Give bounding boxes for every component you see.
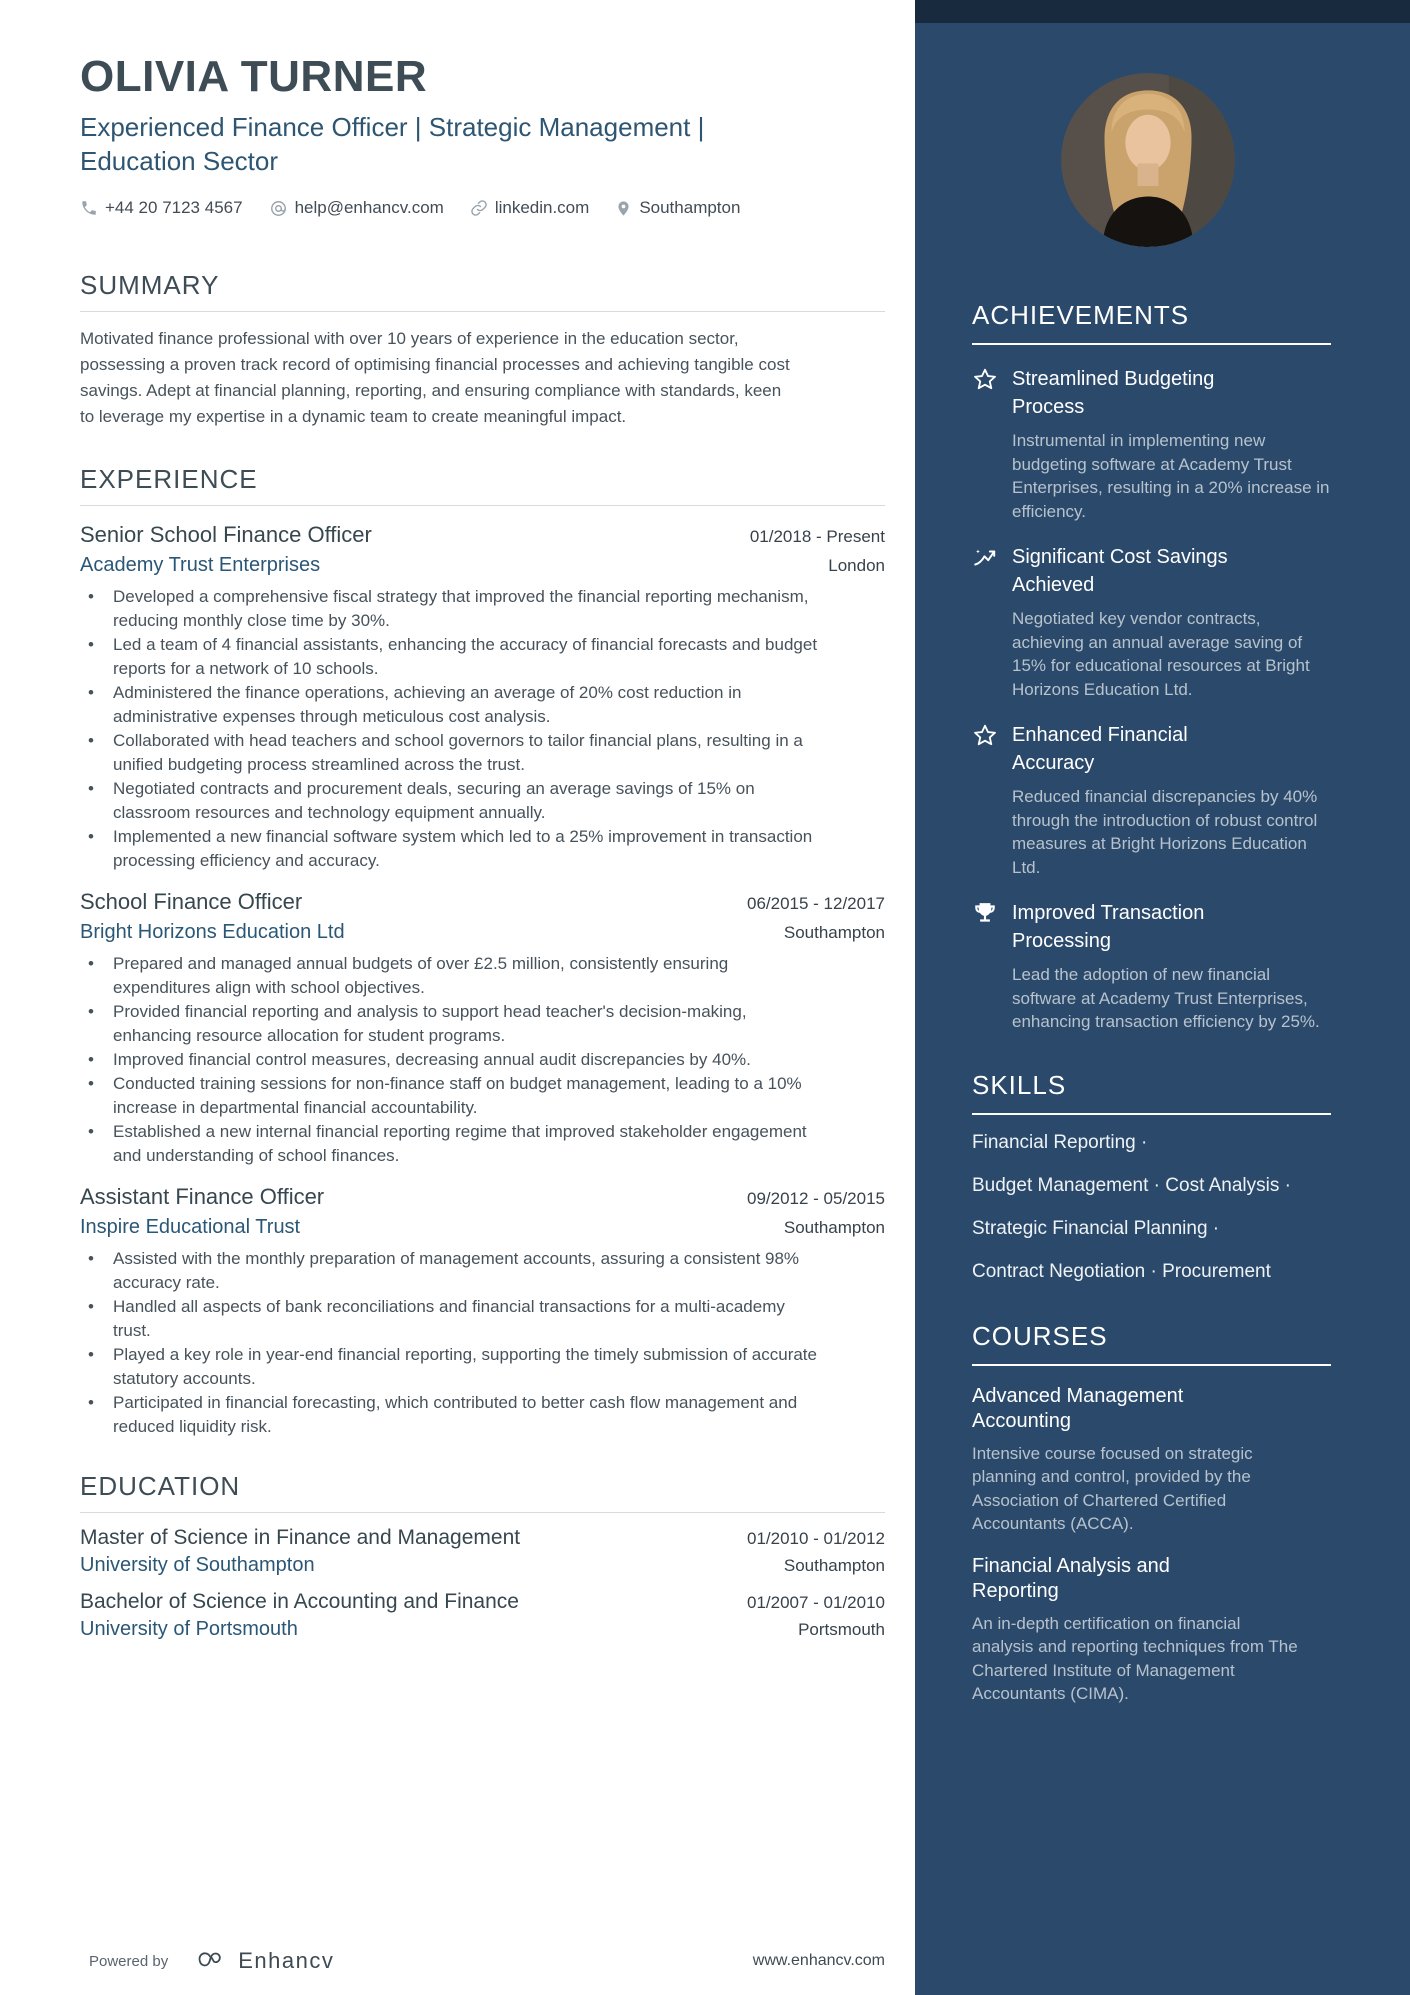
degree-row xyxy=(80,1590,885,1614)
summary-divider xyxy=(80,311,885,312)
job-company: Bright Horizons Education Ltd xyxy=(80,921,345,943)
candidate-name: OLIVIA TURNER xyxy=(80,52,428,101)
degree-row xyxy=(80,1526,885,1550)
job-bullet: • Collaborated with head teachers and school governors to tailor financial plans, resulting in a unified budgeting process streamlined across the trust. xyxy=(80,729,825,777)
school-row xyxy=(80,1614,885,1641)
job-bullet: • Implemented a new financial software system which led to a 25% improvement in transaction processing efficiency and accuracy. xyxy=(80,825,825,873)
job-title: School Finance Officer xyxy=(80,889,303,914)
summary-text: Motivated finance professional with over 10 years of experience in the education sector, possessing a proven track record of optimising financial processes and achieving tangible cost savings. Adept at financial planning, reporting, and ensuring compliance with standards, keen to leverage my expertise in a dynamic team to create meaningful impact. xyxy=(80,329,790,426)
skills-heading: SKILLS xyxy=(972,1069,1067,1100)
achievements-divider xyxy=(972,343,1331,345)
achievement-body xyxy=(1012,721,1331,879)
education-heading: EDUCATION xyxy=(80,1471,241,1501)
job-bullet: • Established a new internal financial reporting regime that improved stakeholder engagement and understanding of school finances. xyxy=(80,1120,825,1168)
job-bullet: • Administered the finance operations, achieving an average of 20% cost reduction in administrative expenses through meticulous cost analysis. xyxy=(80,681,825,729)
course-text: An in-depth certification on financial analysis and reporting techniques from The Chartered Institute of Management Accountants (CIMA). xyxy=(972,1613,1298,1703)
contact-email-value[interactable]: help@enhancv.com xyxy=(294,198,444,217)
summary-heading: SUMMARY xyxy=(80,270,220,300)
contact-link-value[interactable]: linkedin.com xyxy=(494,198,590,217)
experience-entry xyxy=(80,889,885,1168)
job-location: Southampton xyxy=(783,923,885,942)
experience-entry xyxy=(80,1184,885,1439)
achievement-item xyxy=(972,721,1331,879)
achievement-item xyxy=(972,543,1331,701)
job-bullets xyxy=(80,585,825,873)
school-row xyxy=(80,1550,885,1577)
course-text: Intensive course focused on strategic planning and control, provided by the Association of Chartered Certified Accountants (ACCA). xyxy=(972,1443,1253,1533)
education-divider xyxy=(80,1512,885,1513)
skill-line: Contract Negotiation · Procurement xyxy=(972,1260,1271,1282)
job-bullet: • Participated in financial forecasting, which contributed to better cash flow management and reduced liquidity risk. xyxy=(80,1391,825,1439)
main-inner xyxy=(80,52,885,1641)
achievement-text: Reduced financial discrepancies by 40% through the introduction of robust control measures at Bright Horizons Education Ltd. xyxy=(1012,787,1318,877)
job-company-row xyxy=(80,915,885,944)
job-company-row xyxy=(80,548,885,577)
education-entry xyxy=(80,1590,885,1641)
job-bullet: • Improved financial control measures, decreasing annual audit discrepancies by 40%. xyxy=(80,1048,825,1072)
course-item xyxy=(972,1384,1331,1536)
candidate-headline: Experienced Finance Officer | Strategic Management | Education Sector xyxy=(80,112,705,176)
job-dates: 01/2018 - Present xyxy=(749,527,885,546)
contact-row xyxy=(80,198,885,218)
job-dates: 06/2015 - 12/2017 xyxy=(746,894,885,913)
job-bullet: • Played a key role in year-end financial reporting, supporting the timely submission of accurate statutory accounts. xyxy=(80,1343,825,1391)
job-bullet: • Conducted training sessions for non-finance staff on budget management, leading to a 10% increase in departmental financial accountability. xyxy=(80,1072,825,1120)
skills-divider xyxy=(972,1113,1331,1115)
school-location: Southampton xyxy=(783,1556,885,1575)
contact-link[interactable] xyxy=(470,198,590,218)
achievement-item xyxy=(972,899,1331,1034)
phone-icon xyxy=(80,199,98,217)
job-bullets xyxy=(80,1247,825,1439)
enhancv-brand-name[interactable]: Enhancv xyxy=(238,1948,335,1973)
star-icon xyxy=(972,721,1012,879)
achievement-item xyxy=(972,365,1331,523)
location-pin-icon xyxy=(615,200,632,217)
achievement-body xyxy=(1012,899,1331,1034)
enhancv-logo-icon xyxy=(194,1949,228,1973)
job-title-row xyxy=(80,889,885,915)
degree-name: Master of Science in Finance and Management xyxy=(80,1526,521,1549)
job-bullet: • Prepared and managed annual budgets of over £2.5 million, consistently ensuring expenditures align with school objectives. xyxy=(80,952,825,1000)
achievement-title: Significant Cost Savings Achieved xyxy=(1012,546,1228,596)
job-dates: 09/2012 - 05/2015 xyxy=(746,1189,885,1208)
school-name: University of Southampton xyxy=(80,1554,315,1576)
achievement-text: Instrumental in implementing new budgeting software at Academy Trust Enterprises, resulting in a 20% increase in efficiency. xyxy=(1012,431,1330,521)
star-icon xyxy=(972,365,1012,523)
link-icon xyxy=(470,199,488,217)
job-title: Assistant Finance Officer xyxy=(80,1184,325,1209)
achievement-text: Lead the adoption of new financial software at Academy Trust Enterprises, enhancing transaction efficiency by 25%. xyxy=(1012,965,1320,1031)
job-location: London xyxy=(828,556,885,575)
skill-line: Financial Reporting · xyxy=(972,1131,1148,1153)
job-company: Academy Trust Enterprises xyxy=(80,554,321,576)
contact-email[interactable] xyxy=(269,198,444,218)
education-entry xyxy=(80,1526,885,1577)
sidebar xyxy=(915,0,1410,1995)
contact-location-value: Southampton xyxy=(639,198,741,217)
courses-heading: COURSES xyxy=(972,1320,1108,1351)
trophy-icon xyxy=(972,899,1012,1034)
contact-location xyxy=(615,198,740,218)
job-bullet: • Handled all aspects of bank reconciliations and financial transactions for a multi-academy trust. xyxy=(80,1295,825,1343)
job-bullet: • Assisted with the monthly preparation of management accounts, assuring a consistent 98% accuracy rate. xyxy=(80,1247,825,1295)
courses-divider xyxy=(972,1364,1331,1366)
contact-phone-value: +44 20 7123 4567 xyxy=(105,198,243,217)
job-bullet: • Negotiated contracts and procurement deals, securing an average savings of 15% on classroom resources and technology equipment annually. xyxy=(80,777,825,825)
job-bullet: • Developed a comprehensive fiscal strategy that improved the financial reporting mechanism, reducing monthly close time by 30%. xyxy=(80,585,825,633)
school-name: University of Portsmouth xyxy=(80,1618,298,1640)
powered-by-label: Powered by xyxy=(89,1952,169,1970)
job-title-row xyxy=(80,1184,885,1210)
job-company-row xyxy=(80,1210,885,1239)
experience-entry xyxy=(80,522,885,873)
job-company: Inspire Educational Trust xyxy=(80,1216,301,1238)
job-bullet: • Led a team of 4 financial assistants, enhancing the accuracy of financial forecasts and budget reports for a network of 10 schools. xyxy=(80,633,825,681)
achievement-body xyxy=(1012,543,1331,701)
job-bullet: • Provided financial reporting and analysis to support head teacher's decision-making, enhancing resource allocation for student programs. xyxy=(80,1000,825,1048)
degree-dates: 01/2010 - 01/2012 xyxy=(746,1529,885,1548)
skill-line: Budget Management · Cost Analysis · xyxy=(972,1174,1291,1196)
footer xyxy=(89,1948,885,1974)
experience-divider xyxy=(80,505,885,506)
course-item xyxy=(972,1554,1331,1706)
school-location: Portsmouth xyxy=(798,1620,885,1639)
sidebar-content xyxy=(972,0,1331,1706)
achievement-title: Improved Transaction Processing xyxy=(1012,902,1205,952)
contact-phone xyxy=(80,198,243,218)
email-icon xyxy=(269,199,288,218)
course-title: Advanced Management Accounting xyxy=(972,1384,1184,1432)
trend-up-icon xyxy=(972,543,1012,701)
course-title: Financial Analysis and Reporting xyxy=(972,1554,1170,1602)
degree-name: Bachelor of Science in Accounting and Finance xyxy=(80,1590,519,1613)
footer-url[interactable]: www.enhancv.com xyxy=(752,1952,885,1969)
job-location: Southampton xyxy=(783,1218,885,1237)
skill-line: Strategic Financial Planning · xyxy=(972,1217,1220,1239)
achievement-title: Enhanced Financial Accuracy xyxy=(1012,724,1188,774)
degree-dates: 01/2007 - 01/2010 xyxy=(746,1593,885,1612)
achievement-text: Negotiated key vendor contracts, achieving an annual average saving of 15% for educational resources at Bright Horizons Education Ltd. xyxy=(1012,609,1310,699)
achievements-heading: ACHIEVEMENTS xyxy=(972,300,1190,330)
job-bullets xyxy=(80,952,825,1168)
achievement-body xyxy=(1012,365,1331,523)
job-title: Senior School Finance Officer xyxy=(80,522,372,547)
achievement-title: Streamlined Budgeting Process xyxy=(1012,368,1215,418)
experience-heading: EXPERIENCE xyxy=(80,464,258,494)
job-title-row xyxy=(80,522,885,548)
enhancv-logo[interactable] xyxy=(194,1948,334,1974)
